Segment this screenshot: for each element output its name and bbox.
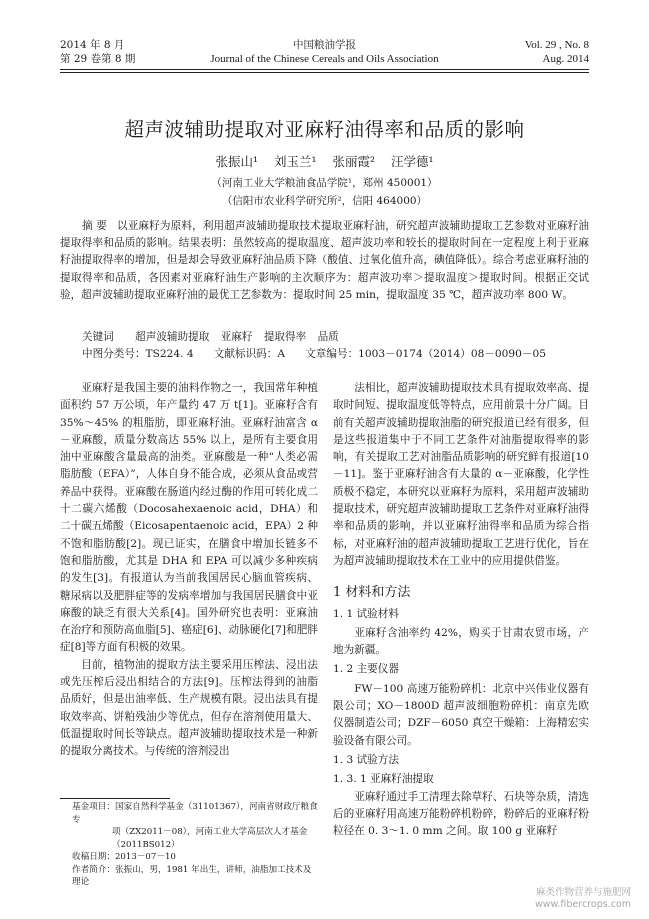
affiliation-1: （河南工业大学粮油食品学院¹，郑州 450001） — [211, 177, 438, 189]
article-title: 超声波辅助提取对亚麻籽油得率和品质的影响 — [124, 118, 525, 141]
header-vol-no: Vol. 29 , No. 8 — [524, 39, 589, 51]
watermark — [535, 887, 631, 911]
footnote-line: （2011BS012） — [112, 839, 180, 850]
body-paragraph: FW－100 高速万能粉碎机：北京中兴伟业仪器有限公司；XO－1800D 超声波细胞粉碎机：南京先欧仪器制造公司；DZF－6050 真空干燥箱：上海精宏实验设备有限公司。 — [333, 682, 589, 747]
body-paragraph: 亚麻籽通过手工清理去除草籽、石块等杂质，清选后的亚麻籽用高速万能粉碎机粉碎，粉碎后的亚麻籽粉粒径在 0. 3～1. 0 mm 之间。取 100 g 亚麻籽 — [333, 790, 589, 838]
header-rule-thin — [60, 72, 589, 73]
footnotes — [72, 801, 318, 889]
header-right — [525, 38, 589, 66]
keywords — [82, 329, 339, 344]
footnote-line: 作者简介：张振山，男，1981 年出生，讲师，油脂加工技术及理论 — [72, 864, 312, 887]
body-paragraph: 亚麻籽是我国主要的油料作物之一，我国常年种植面积约 57 万公顷，年产量约 47 万 t[1]。亚麻籽含有 35%～45% 的粗脂肪，即亚麻籽油。亚麻籽油富含 α－亚麻酸，质量分数高达 55% 以上，是所有主要食用油中亚麻酸含量最高的油类。亚麻酸是一种“人类必需脂肪酸（EFA）”，人体自身不能合成，必须从食品或营养品中获得。亚麻酸在肠道内经过酶的作用可转化成二十二碳六烯酸（Docosahexaenoic acid，DHA）和二十碳五烯酸（Eicosapentaenoic acid，EPA）2 种不饱和脂肪酸[2]。现已证实，在膳食中增加长链多不饱和脂肪酸，尤其是 DHA 和 EPA 可以减少多种疾病的发生[3]。有报道认为当前我国居民心脑血管疾病、糖尿病以及肥胖症等的发病率增加与我国居民膳食中亚麻酸的缺乏有很大关系[4]。国外研究也表明：亚麻油在治疗和预防高血脂[5]、癌症[6]、动脉硬化[7]和肥胖症[8]等方面有积极的效果。 — [60, 382, 318, 654]
body-paragraph: 亚麻籽含油率约 42%，购买于甘肃农贸市场，产地为新疆。 — [333, 626, 589, 657]
abstract — [60, 218, 589, 304]
keywords-label: 关键词 — [82, 331, 114, 343]
affiliation-2: （信阳市农业科学研究所²，信阳 464000） — [221, 195, 428, 207]
abstract-text: 以亚麻籽为原料，利用超声波辅助提取技术提取亚麻籽油，研究超声波辅助提取工艺参数对亚麻籽油提取得率和品质的影响。结果表明：虽然较高的提取温度、超声波功率和较长的提取时间在一定程度上利于亚麻籽油提取得率的增加，但是却会导致亚麻籽油品质下降（酸值、过氧化值升高，碘值降低）。综合考虑亚麻籽油的提取得率和品质，各因素对亚麻籽油生产影响的主次顺序为：超声波功率＞提取温度＞提取时间。根据正交试验，超声波辅助提取亚麻籽油的最优工艺参数为：提取时间 25 min，提取温度 35 ℃，超声波功率 800 W。 — [60, 220, 589, 301]
keywords-items: 超声波辅助提取 亚麻籽 提取得率 品质 — [135, 331, 339, 343]
watermark-url: www.fibercrops.com — [534, 899, 631, 910]
journal-title-en: Journal of the Chinese Cereals and Oils Association — [210, 53, 439, 65]
subsection-heading: 1. 1 试验材料 — [333, 607, 399, 620]
header-volume-issue: 第 29 卷第 8 期 — [60, 53, 136, 65]
classification-line: 中图分类号：TS224. 4 文献标识码：A 文章编号：1003－0174（2014）08－0090－05 — [82, 348, 546, 360]
header-month-year: Aug. 2014 — [542, 53, 589, 65]
subsection-heading: 1. 2 主要仪器 — [333, 663, 399, 676]
body-column-left — [60, 380, 318, 761]
footnote-rule — [60, 798, 170, 799]
body-paragraph: 目前，植物油的提取方法主要采用压榨法、浸出法或先压榨后浸出相结合的方法[9]。压榨法得到的油脂品质好，但是出油率低、生产规模有限。浸出法具有提取效率高、饼粕残油少等优点，但存在溶剂使用量大、低温提取时间长等缺点。超声波辅助提取技术是一种新的提取分离技术。与传统的溶剂浸出 — [60, 658, 318, 758]
header-rule — [60, 69, 589, 70]
section-heading: 1 材料和方法 — [333, 585, 411, 601]
watermark-text: 麻类作物营养与施肥网 — [535, 887, 631, 898]
body-column-right — [333, 380, 589, 840]
footnote-line: 收稿日期：2013－07－10 — [72, 852, 176, 862]
journal-title-cn: 中国粮油学报 — [293, 39, 356, 51]
subsection-heading: 1. 3 试验方法 — [333, 753, 399, 766]
body-paragraph: 法相比，超声波辅助提取技术具有提取效率高、提取时间短、提取温度低等特点，应用前景十分广阔。目前有关超声波辅助提取油脂的研究报道已经有很多，但是这些报道集中于不同工艺条件对油脂提取得率的影响，有关提取工艺对油脂品质影响的研究鲜有报道[10－11]。鉴于亚麻籽油含有大量的 α－亚麻酸，化学性质极不稳定，本研究以亚麻籽为原料，采用超声波辅助提取技术，研究超声波辅助提取工艺条件对亚麻籽油得率和品质的影响，并以亚麻籽油得率和品质为综合指标，对亚麻籽油的超声波辅助提取工艺进行优化，旨在为超声波辅助提取技术在工业中的应用提供借鉴。 — [333, 382, 589, 567]
subsubsection-heading: 1. 3. 1 亚麻籽油提取 — [333, 773, 434, 786]
abstract-label: 摘 要 — [82, 220, 107, 232]
footnote-line: 项（ZX2011－08），河南工业大学高层次人才基金 — [112, 827, 308, 837]
header-date: 2014 年 8 月 — [60, 39, 125, 51]
author-list: 张振山¹ 刘玉兰¹ 张丽霞² 汪学德¹ — [215, 154, 434, 169]
footnote-line: 基金项目：国家自然科学基金（31101367），河南省财政厅粮食专 — [72, 802, 318, 825]
